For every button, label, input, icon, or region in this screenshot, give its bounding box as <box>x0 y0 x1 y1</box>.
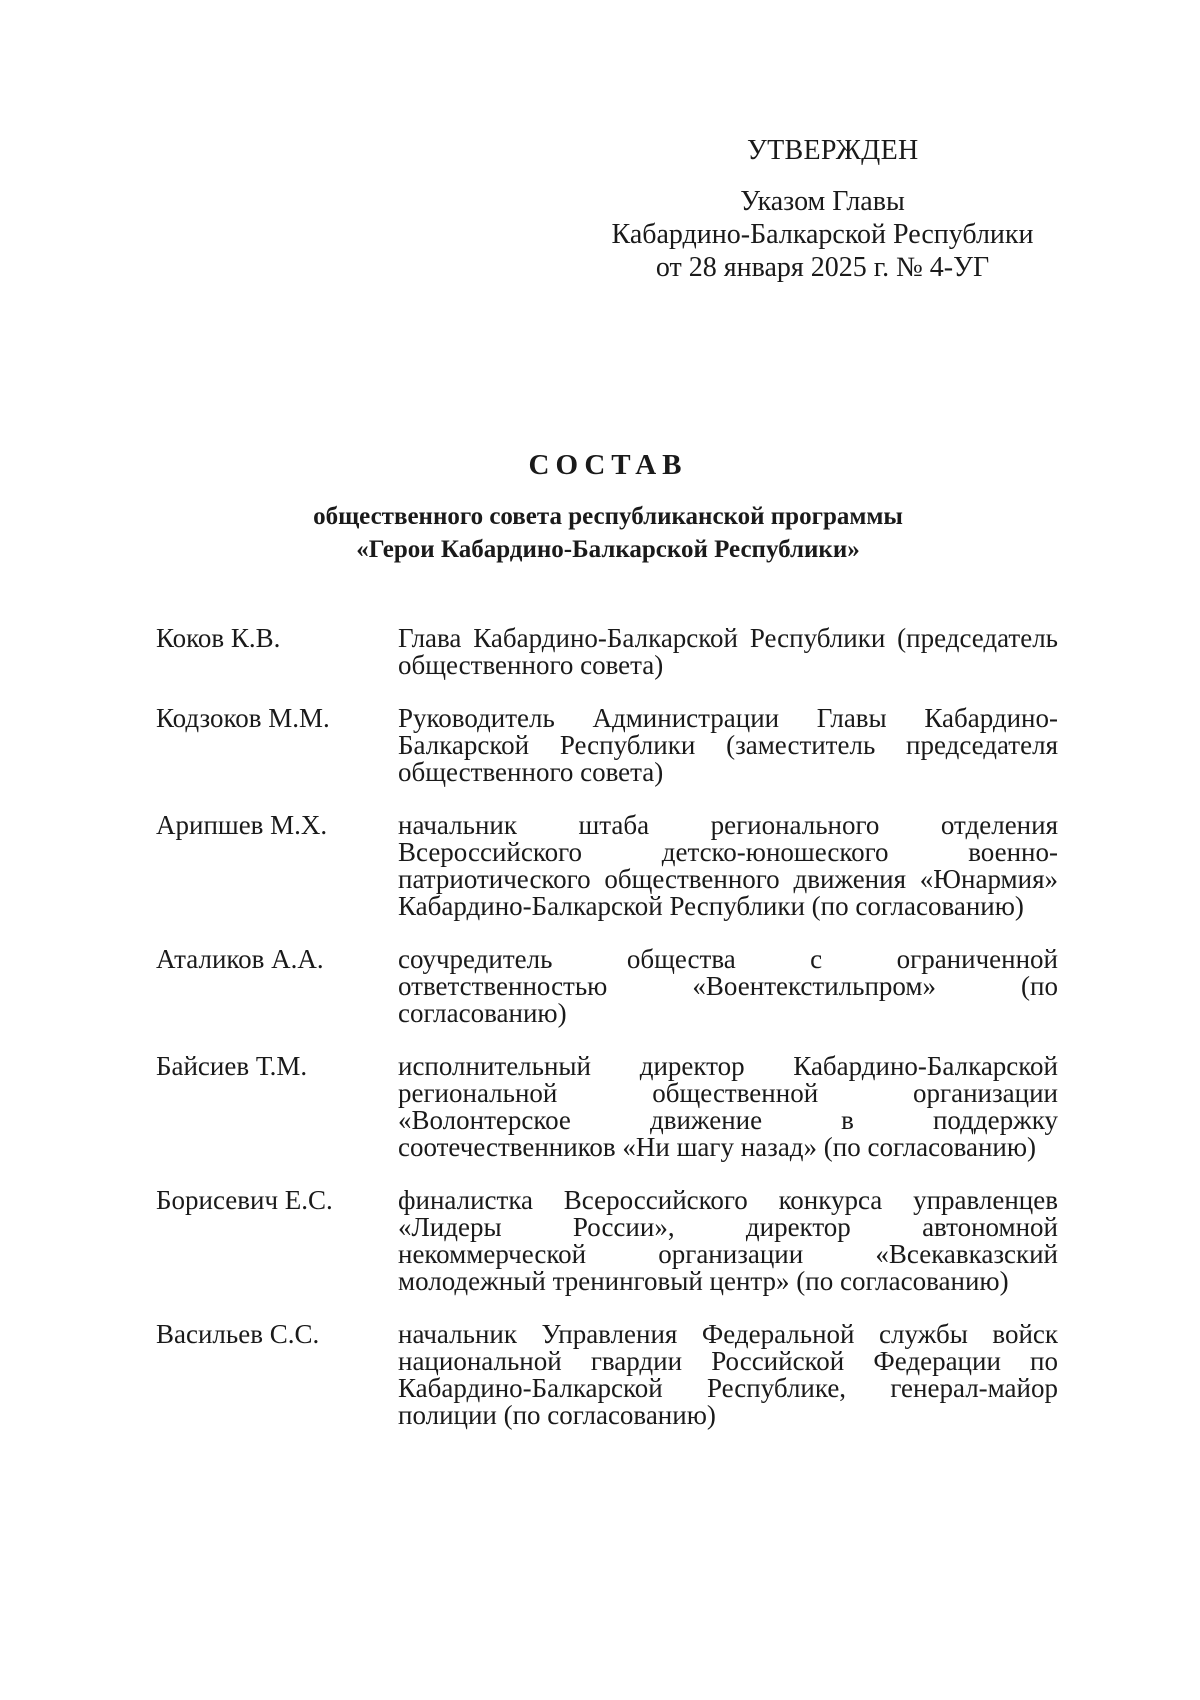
member-name: Арипшев М.Х. <box>156 810 328 840</box>
member-name: Байсиев Т.М. <box>156 1051 308 1081</box>
member-row <box>156 1053 1058 1161</box>
member-row <box>156 1187 1058 1295</box>
member-row <box>156 625 1058 679</box>
member-position: соучредитель общества с ограниченной ответственностью «Воентекстильпром» (по согласованию) <box>398 944 1058 1028</box>
document-subtitle-line-1: общественного совета республиканской программы <box>313 503 903 530</box>
approval-date-line: от 28 января 2025 г. № 4-УГ <box>655 252 990 283</box>
member-position: начальник штаба регионального отделения Всероссийского детско-юношеского военно-патриотического общественного движения «Юнармия» Кабардино-Балкарской Республики (по согласованию) <box>398 810 1058 921</box>
member-name: Васильев С.С. <box>156 1319 320 1349</box>
member-position: исполнительный директор Кабардино-Балкарской региональной общественной организации «Волонтерское движение в поддержку соотечественников «Ни шагу назад» (по согласованию) <box>398 1051 1058 1162</box>
document-subtitle-line-2: «Герои Кабардино-Балкарской Республики» <box>356 536 860 563</box>
member-position: Глава Кабардино-Балкарской Республики (председатель общественного совета) <box>398 623 1058 680</box>
member-name: Кодзоков М.М. <box>156 703 330 733</box>
member-row <box>156 946 1058 1027</box>
document-title: СОСТАВ <box>528 449 688 481</box>
member-row <box>156 705 1058 786</box>
members-list <box>156 625 1058 1455</box>
approval-republic-line: Кабардино-Балкарской Республики <box>611 219 1034 250</box>
member-name: Аталиков А.А. <box>156 944 324 974</box>
member-position: Руководитель Администрации Главы Кабардино-Балкарской Республики (заместитель председателя общественного совета) <box>398 703 1058 787</box>
member-name: Борисевич Е.С. <box>156 1185 333 1215</box>
approval-status: УТВЕРЖДЕН <box>747 135 919 166</box>
member-row <box>156 812 1058 920</box>
member-name: Коков К.В. <box>156 623 281 653</box>
member-row <box>156 1321 1058 1429</box>
member-position: начальник Управления Федеральной службы войск национальной гвардии Российской Федерации по Кабардино-Балкарской Республике, генерал-майор полиции (по согласованию) <box>398 1319 1058 1430</box>
member-position: финалистка Всероссийского конкурса управленцев «Лидеры России», директор автономной некоммерческой организации «Всекавказский молодежный тренинговый центр» (по согласованию) <box>398 1185 1058 1296</box>
approval-decree-line: Указом Главы <box>740 186 905 217</box>
